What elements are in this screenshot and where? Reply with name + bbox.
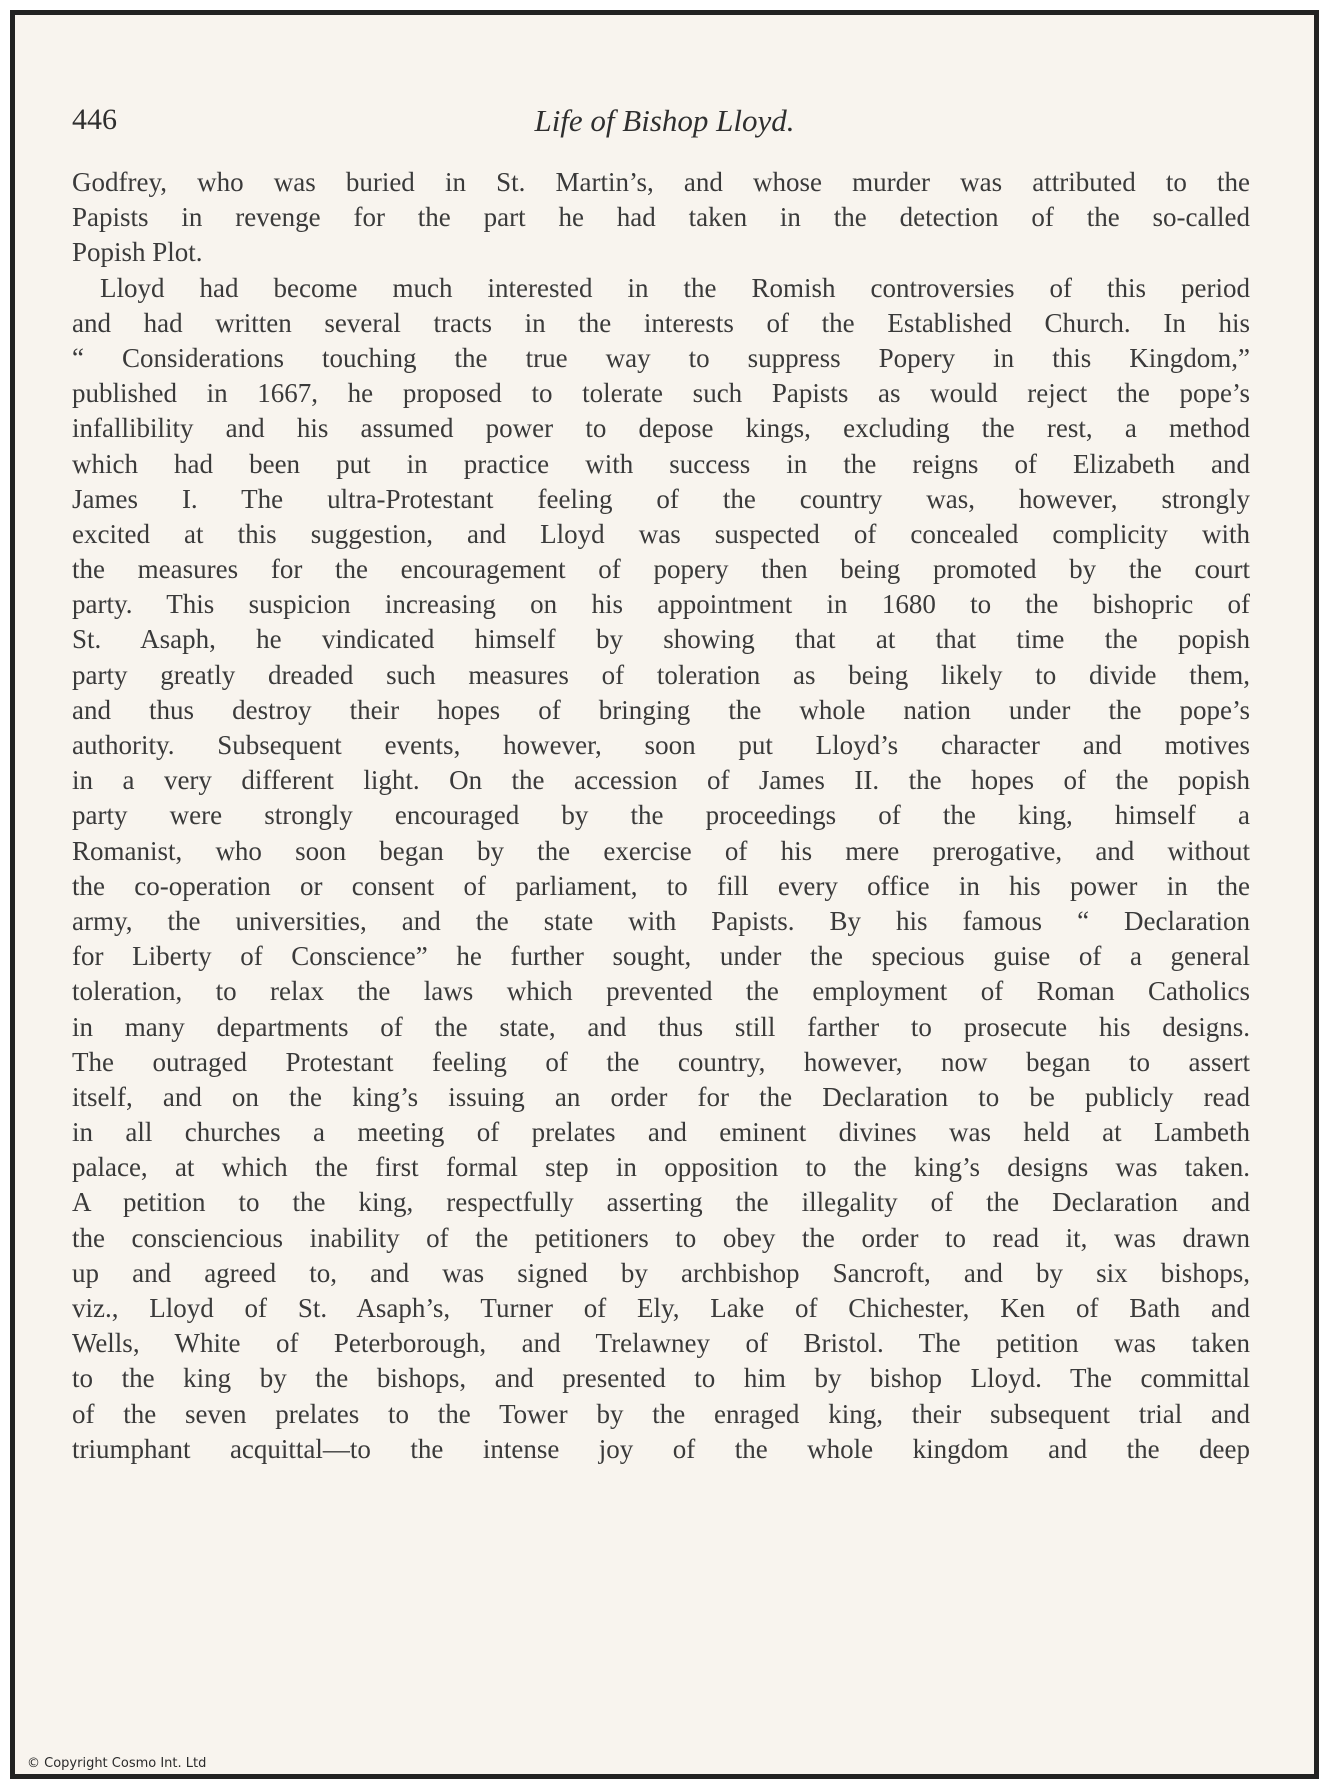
text-line: in all churches a meeting of prelates and eminent divines was held at Lambeth <box>72 1117 1250 1148</box>
text-line: The outraged Protestant feeling of the country, however, now began to assert <box>72 1046 1250 1077</box>
text-line: and had written several tracts in the interests of the Established Church. In his <box>72 307 1250 338</box>
page-frame <box>10 10 1319 1779</box>
text-line: in a very different light. On the accession of James II. the hopes of the popish <box>72 765 1250 796</box>
text-line: which had been put in practice with success in the reigns of Elizabeth and <box>72 448 1250 479</box>
text-line: St. Asaph, he vindicated himself by showing that at that time the popish <box>72 624 1250 655</box>
page-number: 446 <box>72 103 117 136</box>
text-line: A petition to the king, respectfully asserting the illegality of the Declaration and <box>72 1187 1250 1218</box>
text-line: viz., Lloyd of St. Asaph’s, Turner of Ely, Lake of Chichester, Ken of Bath and <box>72 1293 1250 1323</box>
text-line: “ Considerations touching the true way to suppress Popery in this Kingdom,” <box>72 342 1250 373</box>
text-line: infallibility and his assumed power to depose kings, excluding the rest, a method <box>72 413 1250 444</box>
text-line: party. This suspicion increasing on his appointment in 1680 to the bishopric of <box>72 589 1250 620</box>
text-line: Papists in revenge for the part he had taken in the detection of the so-called <box>72 202 1250 233</box>
text-line: triumphant acquittal—to the intense joy of the whole kingdom and the deep <box>72 1433 1250 1464</box>
text-line: to the king by the bishops, and presented to him by bishop Lloyd. The committal <box>72 1363 1250 1394</box>
text-line: the co-operation or consent of parliament, to fill every office in his power in the <box>72 870 1250 901</box>
page-header <box>15 103 1314 143</box>
text-line: Popish Plot. <box>72 237 203 268</box>
text-line: palace, at which the first formal step in opposition to the king’s designs was taken. <box>72 1152 1250 1183</box>
text-line: toleration, to relax the laws which prevented the employment of Roman Catholics <box>72 976 1250 1007</box>
text-line: James I. The ultra-Protestant feeling of the country was, however, strongly <box>72 483 1250 514</box>
copyright-notice: © Copyright Cosmo Int. Ltd <box>27 1756 207 1771</box>
text-line: army, the universities, and the state with Papists. By his famous “ Declaration <box>72 905 1250 936</box>
running-title: Life of Bishop Lloyd. <box>534 103 795 138</box>
text-line: of the seven prelates to the Tower by the enraged king, their subsequent trial and <box>72 1398 1250 1429</box>
text-line: Romanist, who soon began by the exercise of his mere prerogative, and without <box>72 835 1250 866</box>
text-line: Godfrey, who was buried in St. Martin’s, and whose murder was attributed to the <box>72 167 1250 197</box>
text-line: for Liberty of Conscience” he further sought, under the specious guise of a general <box>72 941 1250 972</box>
text-line: party greatly dreaded such measures of toleration as being likely to divide them, <box>72 659 1250 690</box>
text-line: the consciencious inability of the petitioners to obey the order to read it, was drawn <box>72 1222 1250 1253</box>
text-line: party were strongly encouraged by the proceedings of the king, himself a <box>72 800 1250 831</box>
text-line: published in 1667, he proposed to tolerate such Papists as would reject the pope’s <box>72 378 1250 409</box>
text-line: itself, and on the king’s issuing an order for the Declaration to be publicly read <box>72 1081 1250 1112</box>
text-line: excited at this suggestion, and Lloyd was suspected of concealed complicity with <box>72 518 1250 549</box>
text-line: authority. Subsequent events, however, soon put Lloyd’s character and motives <box>72 730 1250 760</box>
text-line: in many departments of the state, and thus still farther to prosecute his designs. <box>72 1011 1250 1042</box>
body-text <box>72 165 1250 1467</box>
text-line: up and agreed to, and was signed by archbishop Sancroft, and by six bishops, <box>72 1257 1250 1288</box>
text-line: Lloyd had become much interested in the Romish controversies of this period <box>100 272 1250 303</box>
text-line: the measures for the encouragement of popery then being promoted by the court <box>72 554 1250 585</box>
text-line: Wells, White of Peterborough, and Trelawney of Bristol. The petition was taken <box>72 1328 1250 1359</box>
text-line: and thus destroy their hopes of bringing the whole nation under the pope’s <box>72 694 1250 725</box>
